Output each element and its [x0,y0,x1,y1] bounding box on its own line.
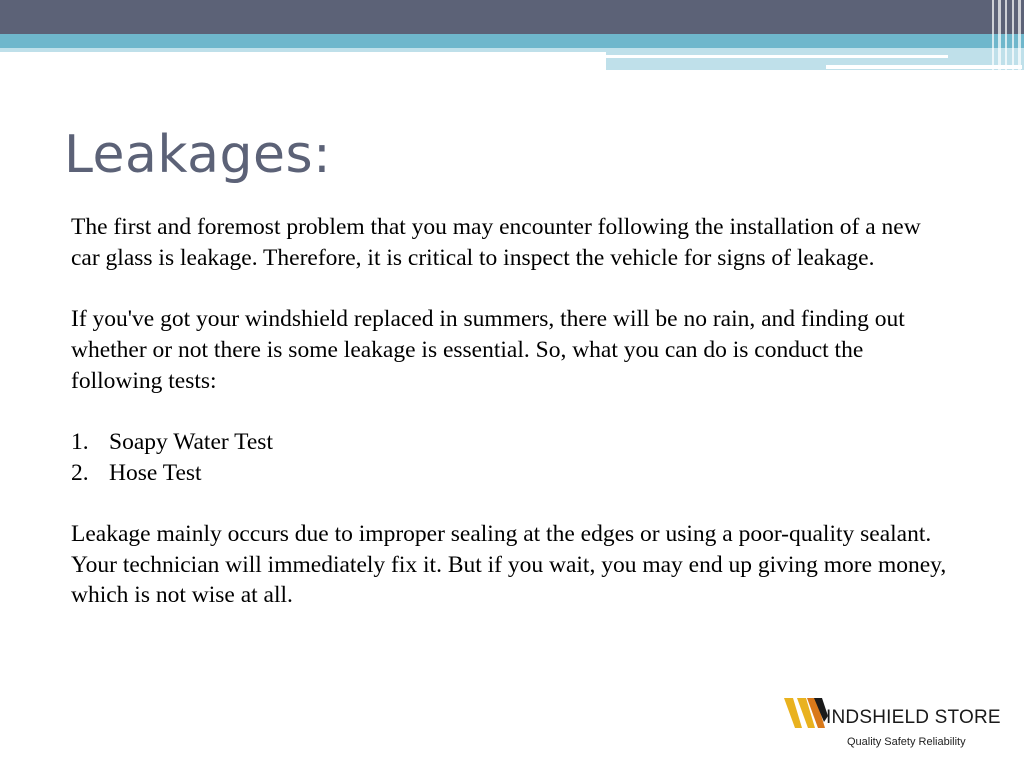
header-teal-band [0,34,1024,48]
body-paragraph: If you've got your windshield replaced in summers, there will be no rain, and finding out whether or not there is some leakage is essential. So, what you can do is conduct the following tests: [71,306,905,394]
header-dark-band [0,0,1024,34]
header-stripes [988,0,1024,70]
list-label: Soapy Water Test [109,428,273,455]
tests-list [71,427,951,488]
header-white-line [606,55,948,58]
logo-tagline: Quality Safety Reliability [847,736,966,748]
slide-title: Leakages: [64,125,332,185]
body-paragraph: The first and foremost problem that you may encounter following the installation of a new car glass is leakage. Therefore, it is critical to inspect the vehicle for signs of leakage. [71,214,921,271]
logo-w-mark-icon [784,696,832,732]
list-number: 1. [71,428,89,455]
body-paragraph: Leakage mainly occurs due to improper sealing at the edges or using a poor-quality sealant. Your technician will immediately fix it. But if you wait, you may end up giving more money, which is not wise at all. [71,520,947,609]
list-number: 2. [71,459,89,486]
slide-body [71,212,951,611]
windshield-store-logo [784,696,1009,752]
logo-name: INDSHIELD STORE [826,707,1001,728]
list-label: Hose Test [109,459,202,486]
header-light-strip [0,48,606,52]
list-item [71,427,951,458]
list-item [71,458,951,489]
